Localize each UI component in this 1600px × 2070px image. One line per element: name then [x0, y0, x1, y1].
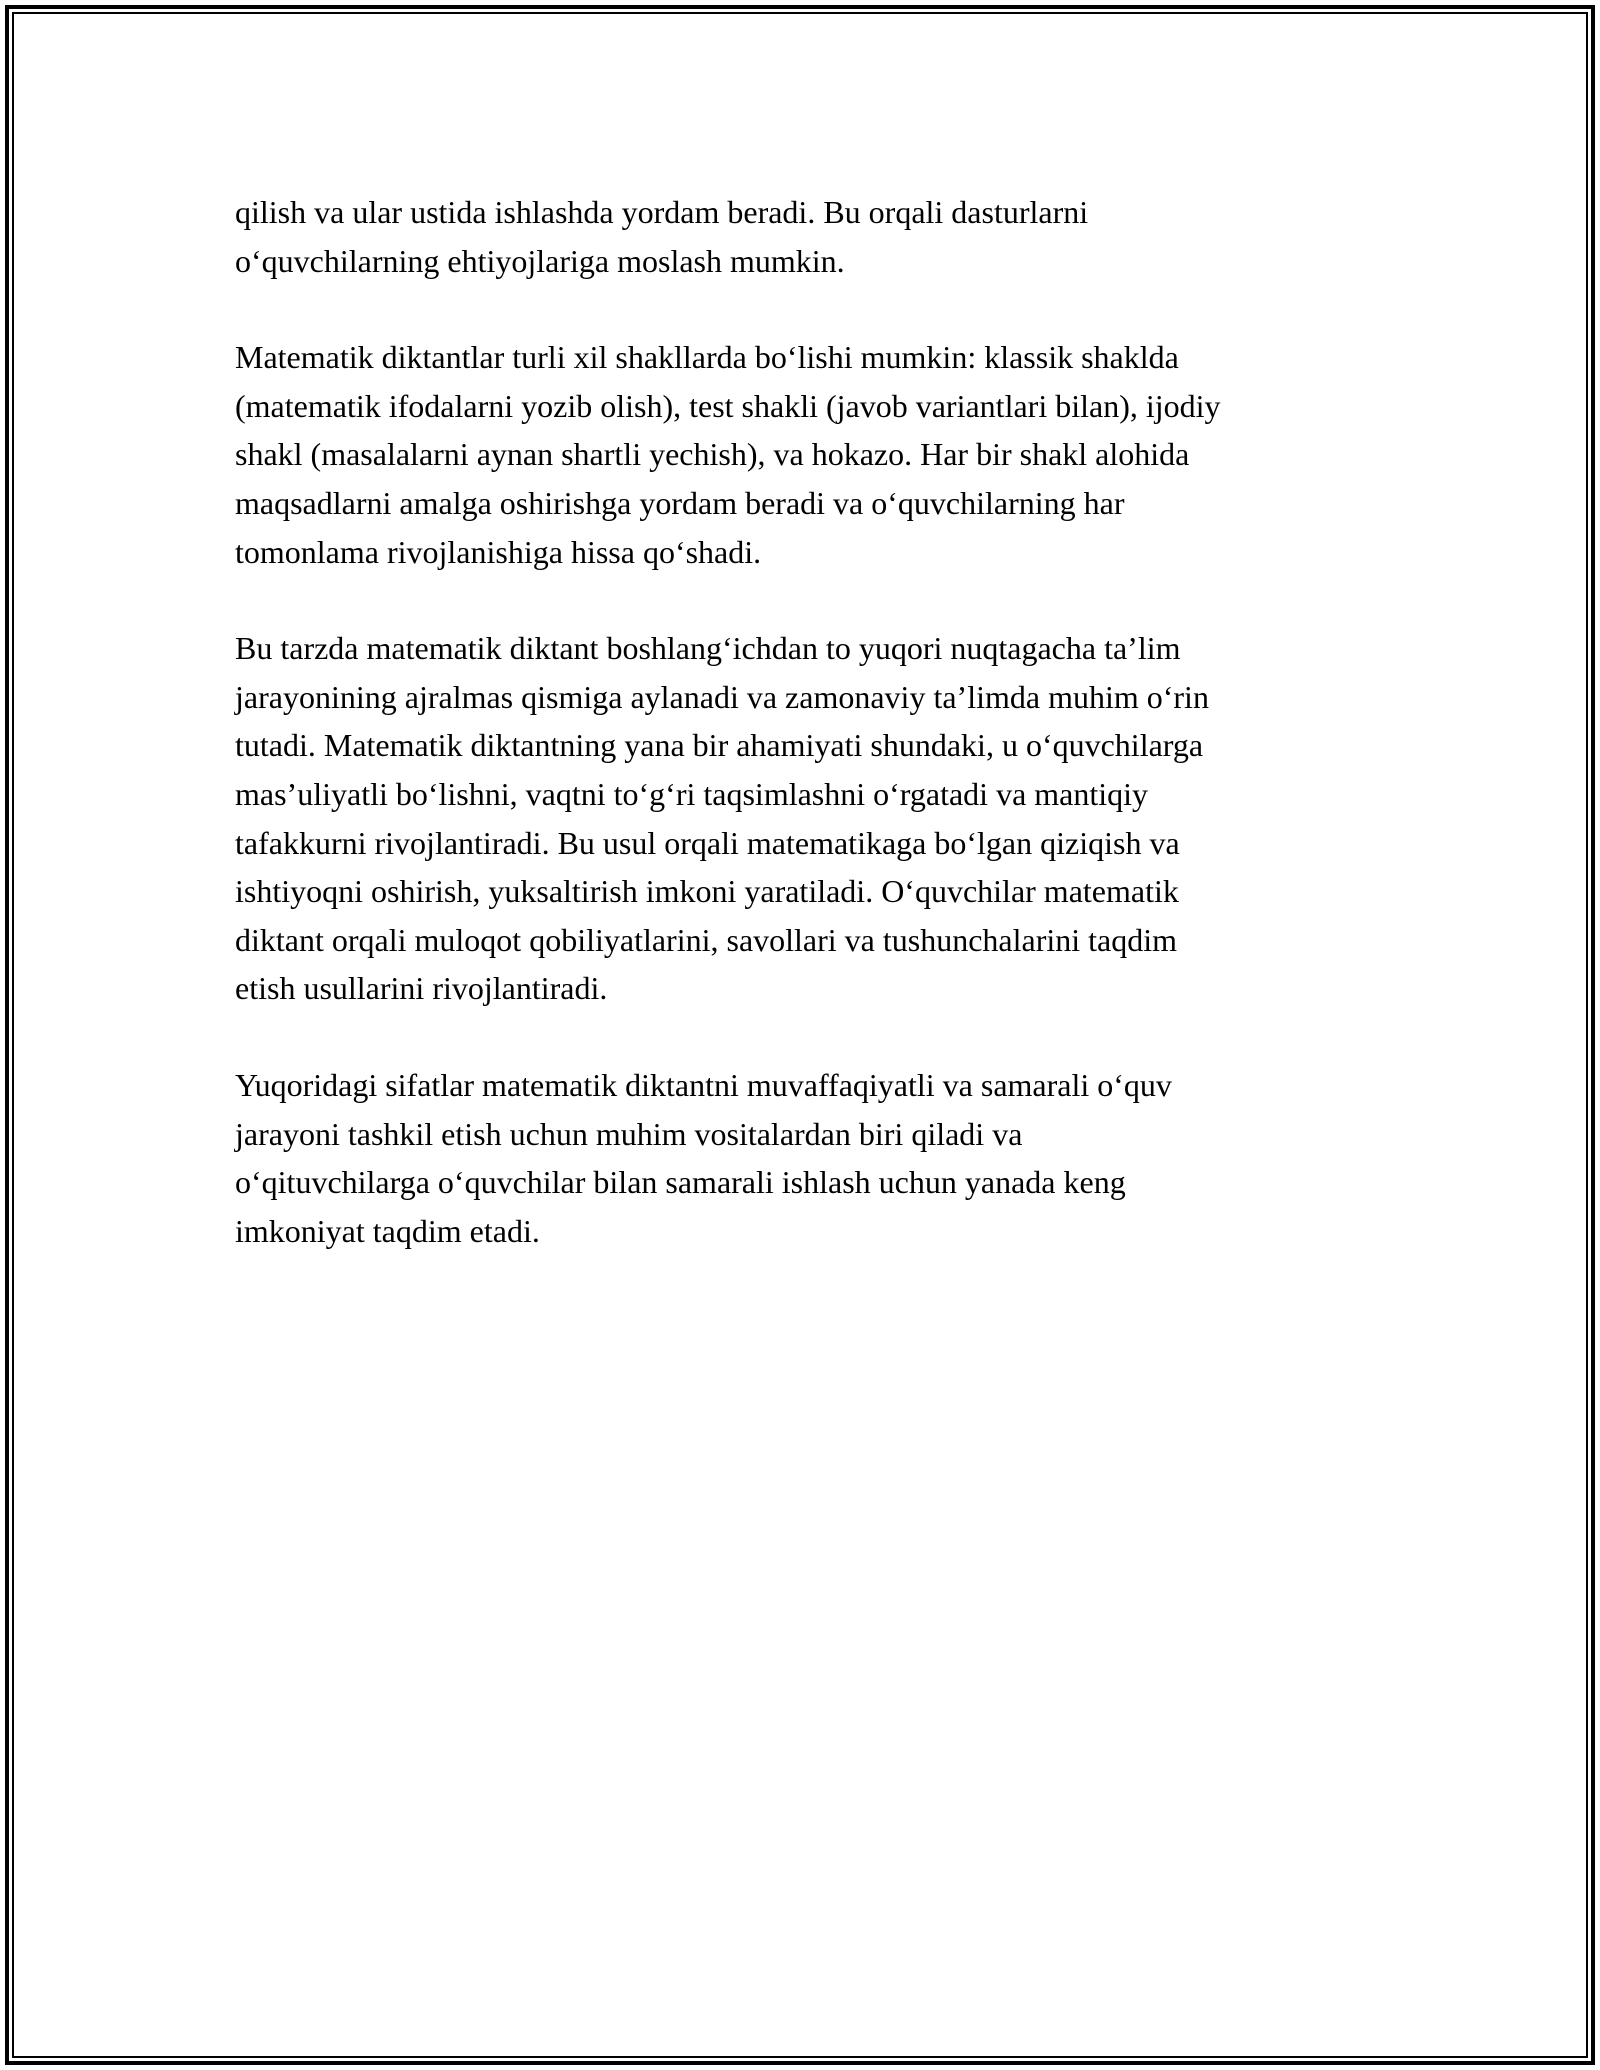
paragraph-3: Bu tarzda matematik diktant boshlang‘ichdan to yuqori nuqtagacha ta’lim jarayonining ajralmas qismiga aylanadi va zamonaviy ta’limda muhim o‘rin tutadi. Matematik diktantning yana bir ahamiyati shundaki, u o‘quvchilarga mas’uliyatli bo‘lishni, vaqtni to‘g‘ri taqsimlashni o‘rgatadi va mantiqiy tafakkurni rivojlantiradi. Bu usul orqali matematikaga bo‘lgan qiziqish va ishtiyoqni oshirish, yuksaltirish imkoni yaratiladi. O‘quvchilar matematik diktant orqali muloqot qobiliyatlarini, savollari va tushunchalarini taqdim etish usullarini rivojlantiradi. [235, 630, 1209, 1007]
page-content [235, 188, 1375, 1303]
paragraph-1: qilish va ular ustida ishlashda yordam beradi. Bu orqali dasturlarni o‘quvchilarning ehtiyojlariga moslash mumkin. [235, 194, 1089, 279]
paragraph-2: Matematik diktantlar turli xil shakllarda bo‘lishi mumkin: klassik shaklda (matematik ifodalarni yozib olish), test shakli (javob variantlari bilan), ijodiy shakl (masalalarni aynan shartli yechish), va hokazo. Har bir shakl alohida maqsadlarni amalga oshirishga yordam beradi va o‘quvchilarning har tomonlama rivojlanishiga hissa qo‘shadi. [235, 339, 1221, 570]
paragraph-4: Yuqoridagi sifatlar matematik diktantni muvaffaqiyatli va samarali o‘quv jarayoni tashkil etish uchun muhim vositalardan biri qiladi va o‘qituvchilarga o‘quvchilar bilan samarali ishlash uchun yanada keng imkoniyat taqdim etadi. [235, 1066, 1172, 1249]
